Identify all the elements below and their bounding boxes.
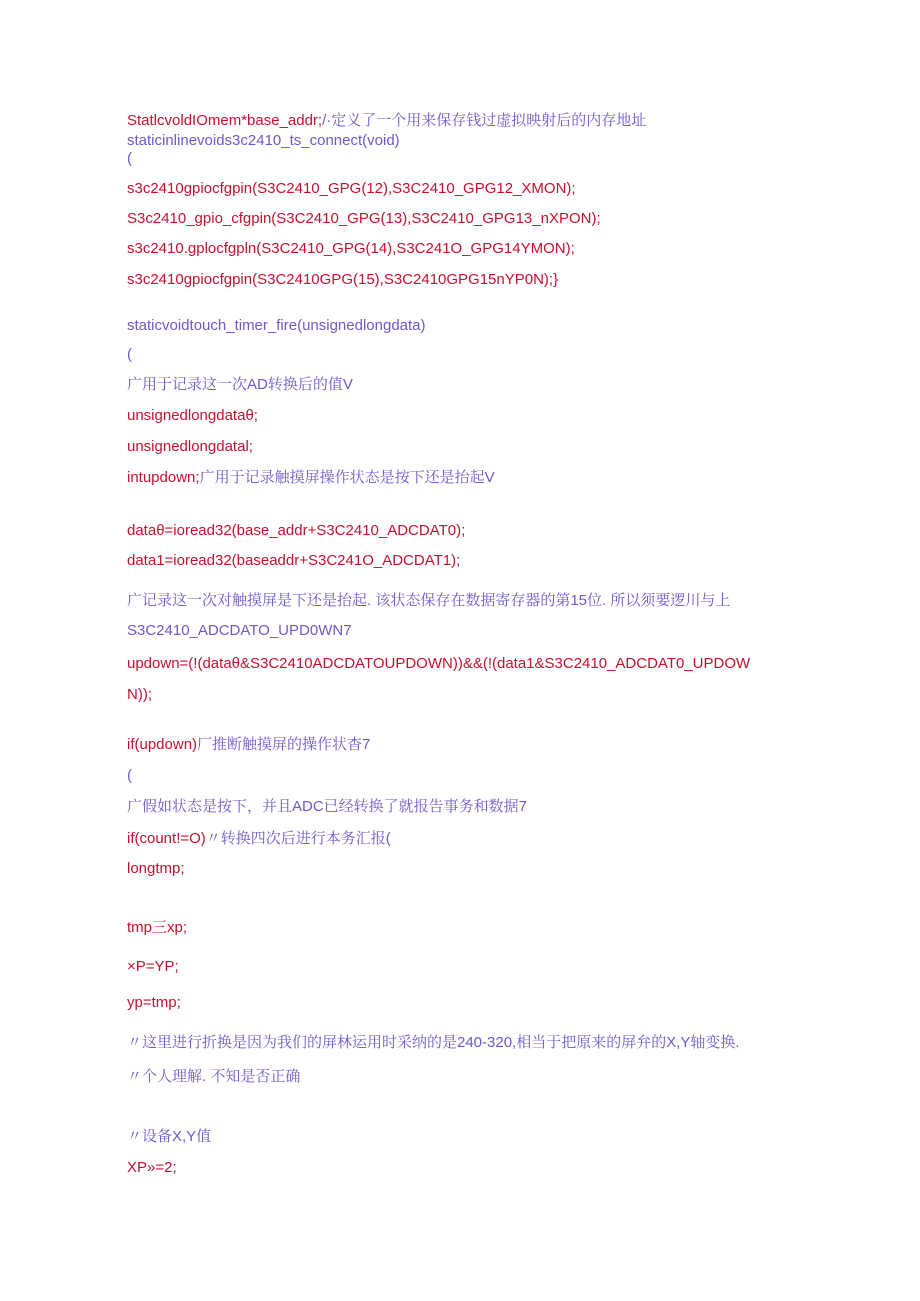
comment-text: 〃转换四次后进行本务汇报( bbox=[205, 830, 391, 847]
code-line bbox=[127, 112, 646, 130]
code-text: ( bbox=[127, 767, 132, 784]
code-line bbox=[127, 830, 391, 848]
code-line bbox=[127, 655, 750, 673]
code-text: tmp三xp; bbox=[127, 919, 188, 936]
code-line bbox=[127, 522, 465, 540]
code-text: s3c2410gpiocfgpin(S3C2410GPG(15),S3C2410GPG15nYP0N);} bbox=[127, 271, 559, 288]
code-text: staticinlinevoids3c2410_ts_connect(void) bbox=[127, 132, 400, 149]
code-line bbox=[127, 240, 575, 258]
code-line bbox=[127, 767, 132, 785]
code-line bbox=[127, 180, 576, 198]
comment-text: 广用于记录这一次AD转换后的值V bbox=[127, 376, 353, 393]
code-text: S3c2410_gpio_cfgpin(S3C2410_GPG(13),S3C2410_GPG13_nXPON); bbox=[127, 210, 601, 227]
code-line bbox=[127, 469, 495, 487]
code-text: unsignedlongdatal; bbox=[127, 438, 253, 455]
code-text: ×P=YP; bbox=[127, 958, 179, 975]
comment-line bbox=[127, 592, 730, 610]
comment-text: 〃个人理解. 不知是否正确 bbox=[127, 1068, 301, 1085]
code-line bbox=[127, 132, 400, 150]
code-text: intupdown; bbox=[127, 469, 200, 486]
code-line bbox=[127, 271, 558, 289]
code-text: unsignedlongdataθ; bbox=[127, 407, 258, 424]
code-line bbox=[127, 919, 187, 937]
code-text: if(updown) bbox=[127, 736, 198, 753]
comment-text: 〃设备X,Y值 bbox=[127, 1128, 212, 1145]
comment-text: 广假如状态是按下，并且ADC已经转换了就报告事务和数据7 bbox=[127, 798, 528, 815]
code-line bbox=[127, 150, 132, 168]
comment-text: S3C2410_ADCDATO_UPD0WN7 bbox=[127, 622, 352, 639]
comment-text: /·定义了一个用来保存钱过虚拟映射后的内存地址 bbox=[322, 112, 647, 129]
code-line bbox=[127, 686, 152, 704]
code-text: s3c2410.gplocfgpln(S3C2410_GPG(14),S3C241O_GPG14YMON); bbox=[127, 240, 575, 257]
code-line bbox=[127, 958, 179, 976]
code-line bbox=[127, 1159, 177, 1177]
comment-text: 〃这里进行折换是因为我们的屏林运用时采纳的是240-320,相当于把原来的屏弁的X,Y轴变换. bbox=[127, 1034, 740, 1051]
code-text: StatlcvoldIOmem*base_addr; bbox=[127, 112, 323, 129]
code-text: data1=ioread32(baseaddr+S3C241O_ADCDAT1); bbox=[127, 552, 461, 569]
code-line bbox=[127, 407, 258, 425]
code-text: ( bbox=[127, 150, 132, 167]
comment-line bbox=[127, 798, 527, 816]
comment-text: 厂推断触摸屏的操作状杳7 bbox=[197, 736, 371, 753]
code-line bbox=[127, 438, 253, 456]
comment-line bbox=[127, 1068, 300, 1086]
code-text: staticvoidtouch_timer_fire(unsignedlongdata) bbox=[127, 317, 426, 334]
code-text: longtmp; bbox=[127, 860, 185, 877]
code-line bbox=[127, 552, 460, 570]
comment-line bbox=[127, 1128, 211, 1146]
code-line bbox=[127, 210, 601, 228]
code-text: ( bbox=[127, 346, 132, 363]
code-line bbox=[127, 736, 370, 754]
code-line bbox=[127, 994, 181, 1012]
code-text: N)); bbox=[127, 686, 152, 703]
code-line bbox=[127, 317, 426, 335]
comment-line bbox=[127, 1034, 740, 1052]
comment-line bbox=[127, 376, 353, 394]
code-line bbox=[127, 346, 132, 364]
code-text: if(count!=O) bbox=[127, 830, 206, 847]
code-text: dataθ=ioread32(base_addr+S3C2410_ADCDAT0); bbox=[127, 522, 466, 539]
code-text: updown=(!(dataθ&S3C2410ADCDATOUPDOWN))&&(!(data1&S3C2410_ADCDAT0_UPDOW bbox=[127, 655, 751, 672]
code-text: yp=tmp; bbox=[127, 994, 181, 1011]
code-line bbox=[127, 860, 185, 878]
code-text: XP»=2; bbox=[127, 1159, 177, 1176]
comment-text: 广记录这一次对触摸屏是下还是抬起. 该状态保存在数据寄存器的第15位. 所以须要逻川与上 bbox=[127, 592, 731, 609]
comment-line bbox=[127, 622, 352, 640]
code-text: s3c2410gpiocfgpin(S3C2410_GPG(12),S3C2410_GPG12_XMON); bbox=[127, 180, 576, 197]
comment-text: 广用于记录触摸屏操作状态是按下还是抬起V bbox=[199, 469, 495, 486]
